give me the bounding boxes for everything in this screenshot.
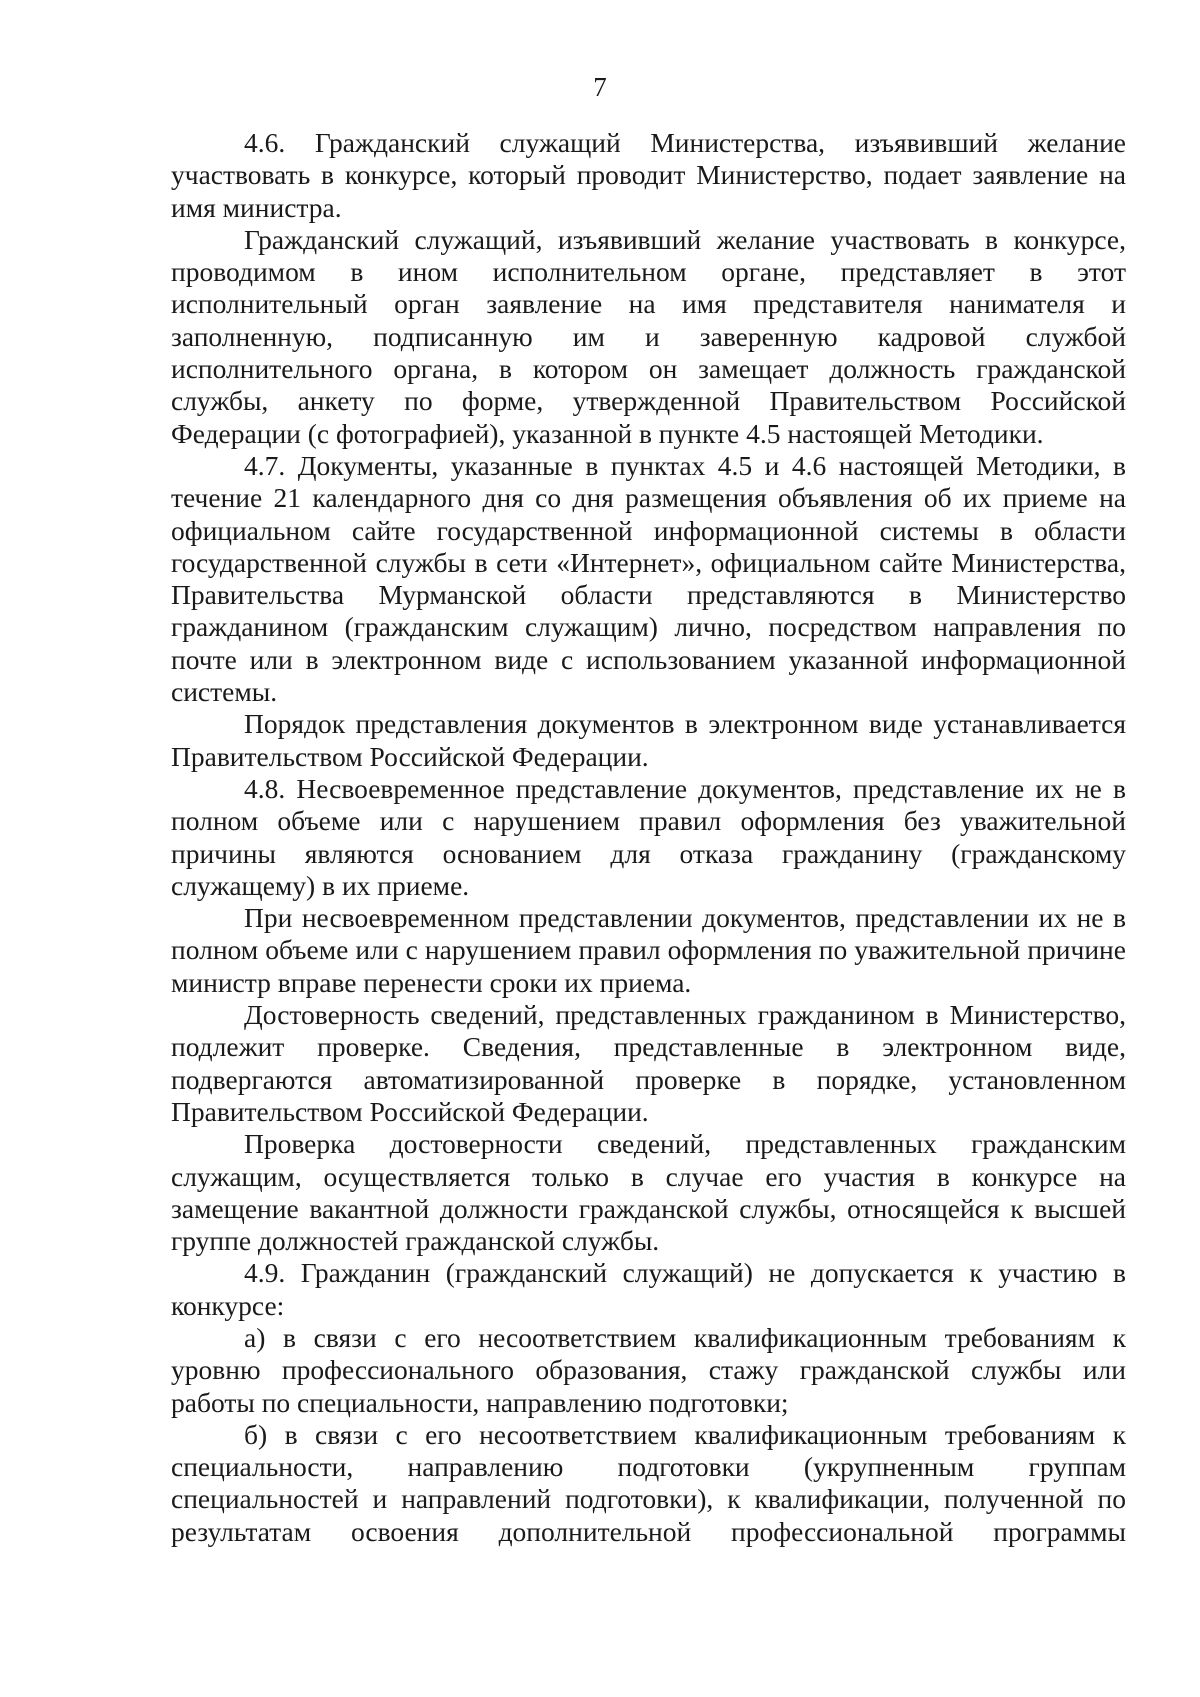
list-item-b: б) в связи с его несоответствием квалификационным требованиям к специальности, направлению подготовки (укрупненным группам специальностей и направлений подготовки), к квалификации, полученной по результатам освоения дополнительной профессиональной программы (171, 1418, 1126, 1547)
page-number: 7 (593, 72, 607, 102)
paragraph-verification: Достоверность сведений, представленных гражданином в Министерство, подлежит проверке. Сведения, представленные в электронном виде, подвергаются автоматизированной проверке в порядке, установленном Правительством Российской Федерации. (171, 999, 1126, 1127)
paragraph-valid-reason: При несвоевременном представлении документов, представлении их не в полном объеме или с нарушением правил оформления по уважительной причине министр вправе перенести сроки их приема. (171, 902, 1126, 998)
paragraph-civil-servant-other-body: Гражданский служащий, изъявивший желание участвовать в конкурсе, проводимом в ином исполнительном органе, представляет в этот исполнительный орган заявление на имя представителя нанимателя и заполненную, подписанную им и заверенную кадровой службой исполнительного органа, в котором он замещает должность гражданской службы, анкету по форме, утвержденной Правительством Российской Федерации (с фотографией), указанной в пункте 4.5 настоящей Методики. (171, 223, 1126, 449)
paragraph-electronic-procedure: Порядок представления документов в электронном виде устанавливается Правительством Российской Федерации. (171, 708, 1126, 772)
document-body (171, 127, 1126, 1548)
paragraph-4-6: 4.6. Гражданский служащий Министерства, изъявивший желание участвовать в конкурсе, который проводит Министерство, подает заявление на имя министра. (171, 127, 1126, 223)
paragraph-4-8: 4.8. Несвоевременное представление документов, представление их не в полном объеме или с нарушением правил оформления без уважительной причины являются основанием для отказа гражданину (гражданскому служащему) в их приеме. (171, 772, 1126, 901)
paragraph-4-7: 4.7. Документы, указанные в пунктах 4.5 и 4.6 настоящей Методики, в течение 21 календарного дня со дня размещения объявления об их приеме на официальном сайте государственной информационной системы в области государственной службы в сети «Интернет», официальном сайте Министерства, Правительства Мурманской области представляются в Министерство гражданином (гражданским служащим) лично, посредством направления по почте или в электронном виде с использованием указанной информационной системы. (171, 449, 1126, 708)
paragraph-verification-scope: Проверка достоверности сведений, представленных гражданским служащим, осуществляется только в случае его участия в конкурсе на замещение вакантной должности гражданской службы, относящейся к высшей группе должностей гражданской службы. (171, 1128, 1126, 1257)
paragraph-4-9: 4.9. Гражданин (гражданский служащий) не допускается к участию в конкурсе: (171, 1257, 1126, 1321)
list-item-a: а) в связи с его несоответствием квалификационным требованиям к уровню профессионального образования, стажу гражданской службы или работы по специальности, направлению подготовки; (171, 1321, 1126, 1418)
